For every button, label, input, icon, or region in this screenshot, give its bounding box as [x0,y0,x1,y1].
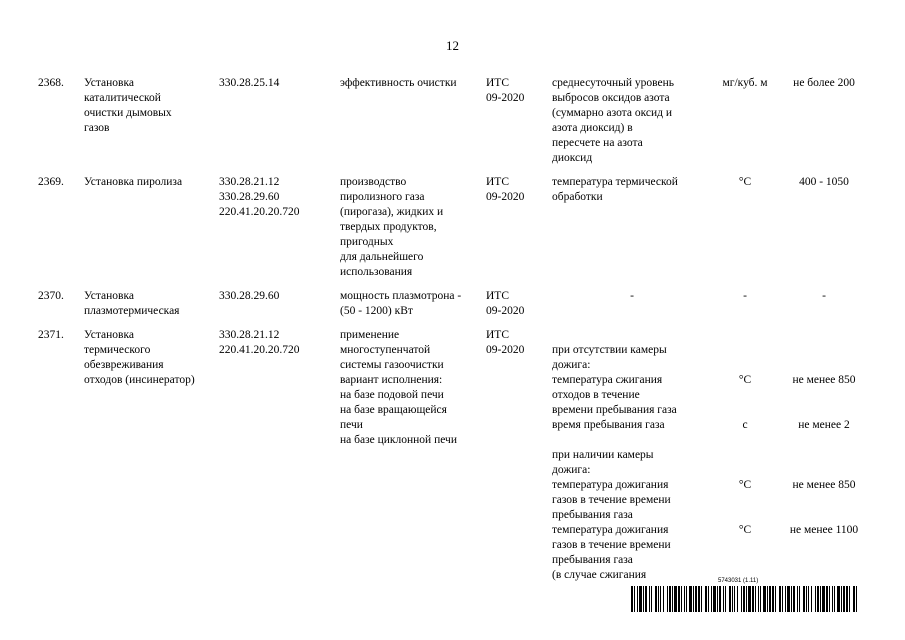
barcode-bar [723,586,724,612]
barcode-bar [841,586,842,612]
barcode-bar [811,586,812,612]
parameter-name: температура термической обработки [552,176,678,203]
barcode-bar [826,586,828,612]
row-number: 2369. [38,176,64,188]
operating-mode: применение многоступенчатой системы газоочистки вариант исполнения: на базе подовой печи на базе вращающейся печи на базе циклонной печи [340,329,457,446]
barcode-bar [763,586,766,612]
barcode-bar [856,586,857,612]
parameter-value [778,343,870,373]
barcode-bar [643,586,644,612]
parameter-name: время пребывания газа [552,419,665,431]
barcode-bar [698,586,700,612]
parameter-value: не менее 850 [792,374,856,386]
parameter-name: при отсутствии камеры дожига: [552,344,667,371]
barcode-bar [705,586,707,612]
row-number: 2370. [38,290,64,302]
barcode-bar [655,586,657,612]
barcode-bar [853,586,855,612]
operating-mode: эффективность очистки [340,77,457,89]
barcode-bar [775,586,776,612]
barcode-bar [822,586,825,612]
barcode-bar [672,586,673,612]
barcode-bar [729,586,731,612]
parameter-value: не менее 1100 [789,524,859,536]
parameter-subrow [552,523,870,583]
barcode-bar [634,586,635,612]
equipment-name: Установка каталитической очистки дымовых газов [84,77,172,134]
equipment-codes: 330.28.29.60 [219,290,280,302]
barcode-bar [803,586,805,612]
barcode-bar [651,586,652,612]
barcode-label: 5743031 (1.11) [718,578,759,584]
barcode-bar [693,586,694,612]
barcode-bar [808,586,809,612]
barcode-bar [674,586,677,612]
barcode-bar [660,586,661,612]
row-number: 2368. [38,77,64,89]
barcode-bar [639,586,642,612]
parameter-name: среднесуточный уровень выбросов оксидов азота (суммарно азота оксид и азота диоксид) в пересчете на азота диоксид [552,77,675,164]
barcode-bar [791,586,792,612]
barcode-bar [834,586,835,612]
barcode-bar [667,586,668,612]
barcode-bar [797,586,798,612]
parameter-unit: °C [738,374,752,386]
barcode-bar [785,586,786,612]
equipment-name: Установка плазмотермическая [84,290,180,317]
equipment-name: Установка пиролиза [84,176,183,188]
equipment-name: Установка термического обезвреживания отходов (инсинератор) [84,329,195,386]
row-number: 2371. [38,329,64,341]
parameter-value: не менее 2 [798,419,850,431]
barcode-bar [678,586,680,612]
barcode-bar [725,586,726,612]
parameter-value: не более 200 [793,77,855,89]
operating-mode: мощность плазмотрона - (50 - 1200) кВт [340,290,462,317]
table-row [38,328,870,598]
barcode-bar [631,586,633,612]
barcode-bar [820,586,821,612]
parameter-unit: мг/куб. м [722,77,768,89]
barcode-bar [645,586,647,612]
parameter-subrow [552,448,870,478]
barcode-bar [829,586,830,612]
parameter-name: температура дожигания газов в течение времени пребывания газа (в случае сжигания [552,524,671,581]
barcode-bar [832,586,833,612]
barcode-bar [843,586,845,612]
parameter-unit: °C [738,479,752,491]
equipment-codes: 330.28.21.12 330.28.29.60 220.41.20.20.720 [219,176,300,218]
parameter-unit: - [743,290,747,302]
parameter-value [778,433,870,448]
itc-reference: ИТС 09-2020 [486,290,525,317]
barcode-bar [817,586,819,612]
barcode-bar [779,586,781,612]
parameter-name: при наличии камеры дожига: [552,449,654,476]
parameter-subrow [552,373,870,418]
barcode-bar [658,586,659,612]
barcode-bar [649,586,650,612]
barcode-bar [743,586,745,612]
table-row [38,289,870,328]
parameter-subrow [552,343,870,373]
barcode-bar [793,586,795,612]
barcode-bar [717,586,718,612]
equipment-codes: 330.28.25.14 [219,77,280,89]
table-row [38,76,870,175]
barcode-bar [701,586,702,612]
barcode-bar [755,586,756,612]
barcode-bar [815,586,816,612]
barcode-bar [741,586,742,612]
barcode-bar [746,586,747,612]
parameter-unit [712,448,778,478]
itc-reference: ИТС 09-2020 [486,77,525,104]
parameter-unit: с [742,419,748,431]
barcode-bar [769,586,771,612]
parameter-unit [712,433,778,448]
barcode-bar [663,586,664,612]
barcode-bar [758,586,759,612]
barcode-bar [695,586,697,612]
parameter-subrow [552,478,870,523]
barcode-bar [734,586,735,612]
document-table [38,76,870,598]
parameter-value: 400 - 1050 [799,176,849,188]
barcode-bar [799,586,800,612]
barcode-bar [681,586,682,612]
parameter-group [552,328,870,598]
itc-reference: ИТС 09-2020 [486,176,525,203]
barcode-bar [760,586,761,612]
parameter-subrow [552,433,870,448]
operating-mode: производство пиролизного газа (пирогаза), жидких и твердых продуктов, пригодных для дальнейшего использования [340,176,444,278]
barcode-bar [806,586,807,612]
parameter-unit: °C [738,524,752,536]
barcode-bar [849,586,850,612]
barcode-image [631,586,857,612]
barcode-bar [719,586,721,612]
parameter-unit [712,343,778,373]
barcode-bar [713,586,716,612]
barcode-bar [711,586,712,612]
parameter-value: не менее 850 [792,479,856,491]
barcode-bar [748,586,751,612]
parameter-name: температура сжигания отходов в течение времени пребывания газа [552,374,677,416]
barcode-bar [782,586,783,612]
parameter-subrow [552,418,870,433]
barcode-bar [684,586,685,612]
barcode-bar [732,586,733,612]
barcode-bar [686,586,687,612]
parameter-name: температура дожигания газов в течение времени пребывания газа [552,479,671,521]
barcode-bar [767,586,768,612]
barcode-bar [689,586,692,612]
equipment-codes: 330.28.21.12 220.41.20.20.720 [219,329,300,356]
itc-reference: ИТС 09-2020 [486,329,525,356]
barcode-bar [669,586,671,612]
table-row [38,175,870,289]
barcode-bar [772,586,774,612]
page-number: 12 [446,38,459,53]
barcode-bar [752,586,754,612]
barcode-bar [637,586,638,612]
barcode-bar [708,586,709,612]
parameter-name: - [630,290,634,302]
parameter-unit: °C [738,176,752,188]
parameter-name [552,433,712,448]
parameter-value [778,448,870,478]
barcode-bar [787,586,790,612]
barcode-bar [846,586,848,612]
barcode-bar [737,586,738,612]
parameter-value: - [822,290,826,302]
barcode-bar [837,586,840,612]
